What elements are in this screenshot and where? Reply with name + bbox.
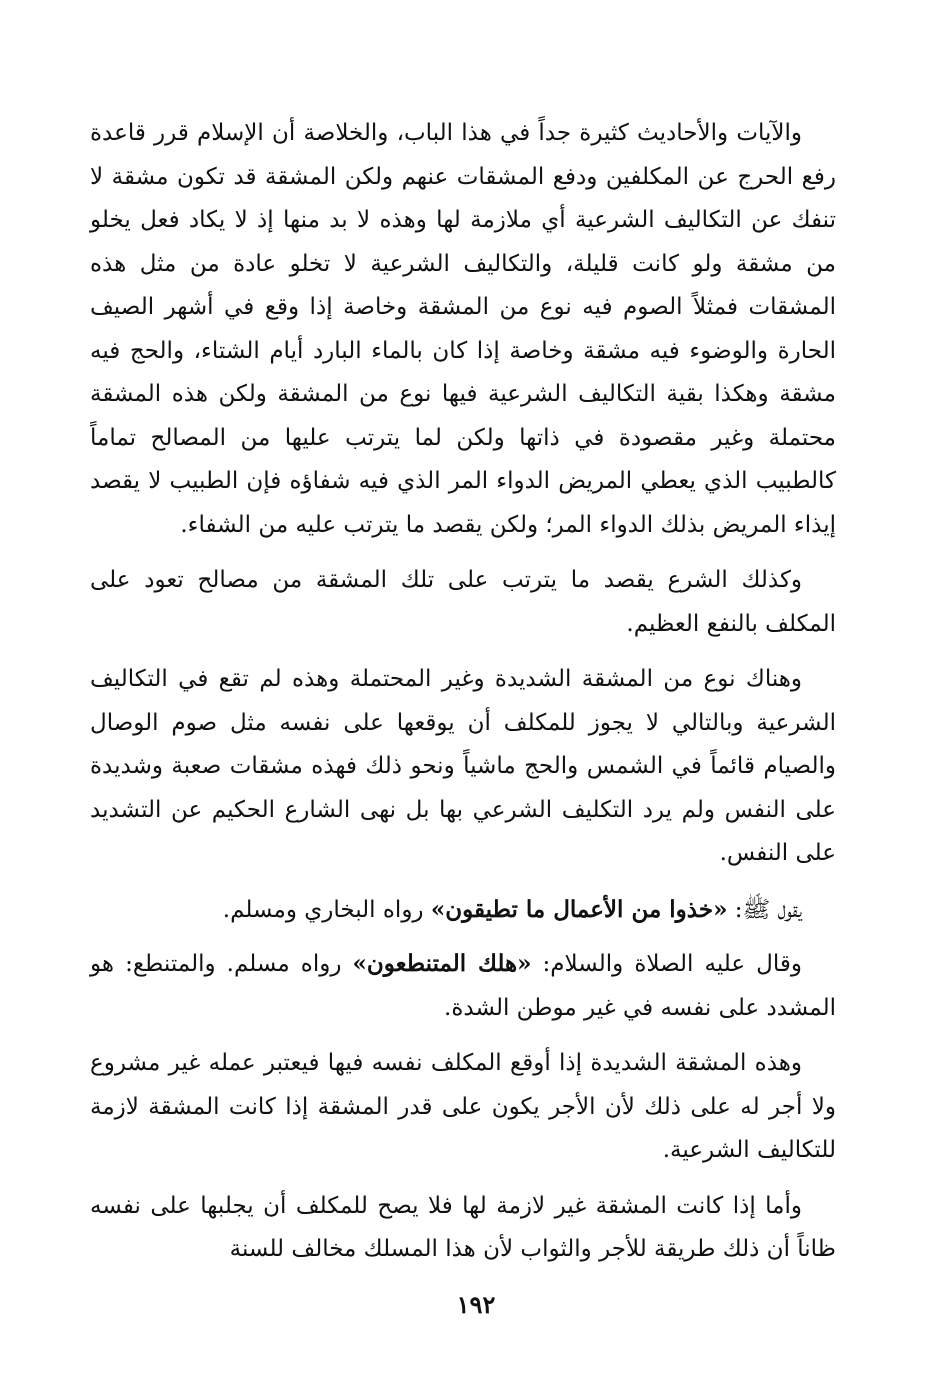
- hadith-quote: «هلك المتنطعون»: [352, 950, 532, 977]
- hadith-source: رواه مسلم. والمتنطع: هو المشدد على نفسه في غير موطن الشدة.: [90, 951, 836, 1021]
- hadith-quote: «خذوا من الأعمال ما تطيقون»: [430, 895, 728, 923]
- hadith-intro: يقول ﷺ:: [727, 896, 802, 923]
- page-body: [90, 112, 836, 1284]
- paragraph-unlawful-hardship: وهذه المشقة الشديدة إذا أوقع المكلف نفسه فيها فيعتبر عمله غير مشروع ولا أجر له على ذلك لأن الأجر يكون على قدر المشقة إذا كانت المشقة لازمة للتكاليف الشرعية.: [90, 1050, 836, 1163]
- paragraph-hardship-rules: والآيات والأحاديث كثيرة جداً في هذا الباب، والخلاصة أن الإسلام قرر قاعدة رفع الحرج عن المكلفين ودفع المشقات عنهم ولكن المشقة قد تكون مشقة لا تنفك عن التكاليف الشرعية أي ملازمة لها وهذه لا بد منها إذ لا يكاد فعل يخلو من مشقة ولو كانت قليلة، والتكاليف الشرعية لا تخلو عادة من مثل هذه المشقات فمثلاً الصوم فيه نوع من المشقة وخاصة إذا وقع في أشهر الصيف الحارة والوضوء فيه مشقة وخاصة إذا كان بالماء البارد أيام الشتاء، والحج فيه مشقة وهكذا بقية التكاليف الشرعية فيها نوع من المشقة ولكن هذه المشقة محتملة وغير مقصودة في ذاتها ولكن لما يترتب عليها من المصالح تماماً كالطبيب الذي يعطي المريض الدواء المر الذي فيه شفاؤه فإن الطبيب لا يقصد إيذاء المريض بذلك الدواء المر؛ ولكن يقصد ما يترتب عليه من الشفاء.: [90, 120, 836, 538]
- paragraph-sharia-intent: وكذلك الشرع يقصد ما يترتب على تلك المشقة من مصالح تعود على المكلف بالنفع العظيم.: [90, 567, 836, 637]
- page-number: ١٩٢: [456, 1290, 496, 1319]
- hadith-source: رواه البخاري ومسلم.: [222, 896, 431, 923]
- hadith-intro: وقال عليه الصلاة والسلام:: [531, 951, 802, 977]
- paragraph-severe-hardship: وهناك نوع من المشقة الشديدة وغير المحتملة وهذه لم تقع في التكاليف الشرعية وبالتالي لا يجوز للمكلف أن يوقعها على نفسه مثل صوم الوصال والصيام قائماً في الشمس والحج ماشياً ونحو ذلك فهذه مشقات صعبة وشديدة على النفس ولم يرد التكليف الشرعي بها بل نهى الشارع الحكيم عن التشديد على النفس.: [90, 666, 836, 866]
- paragraph-hadith-muslim: [90, 942, 836, 1030]
- paragraph-non-required-hardship: وأما إذا كانت المشقة غير لازمة لها فلا يصح للمكلف أن يجلبها على نفسه ظاناً أن ذلك طريقة للأجر والثواب لأن هذا المسلك مخالف للسنة: [90, 1192, 836, 1262]
- paragraph-hadith-bukhari: [90, 888, 836, 933]
